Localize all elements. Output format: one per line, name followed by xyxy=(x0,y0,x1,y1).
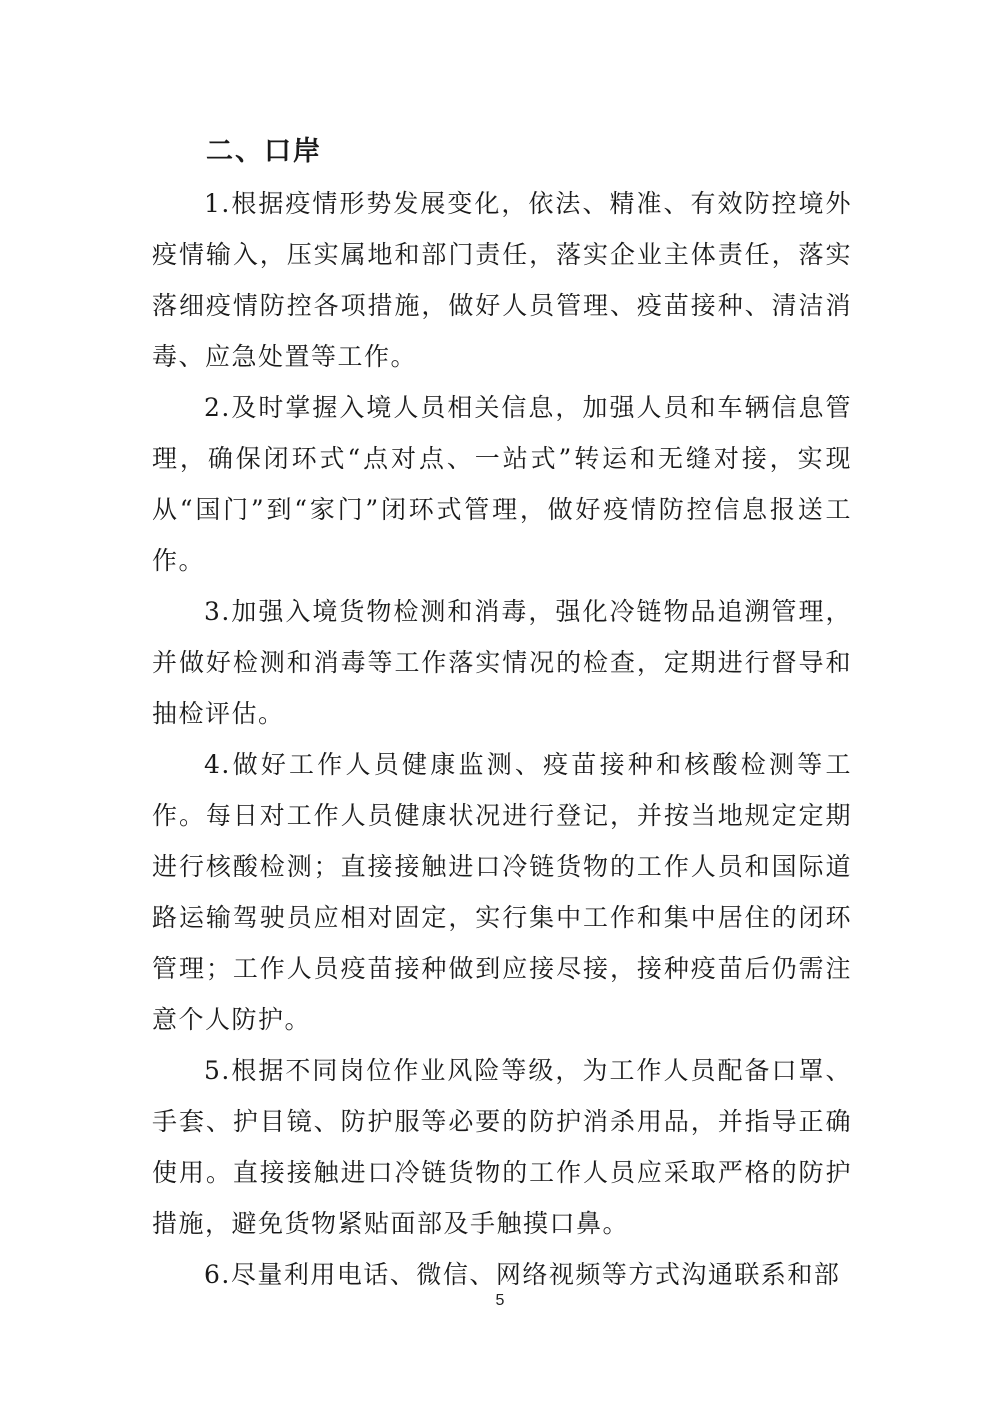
paragraph-1: 1.根据疫情形势发展变化，依法、精准、有效防控境外疫情输入，压实属地和部门责任，落实企业主体责任，落实落细疫情防控各项措施，做好人员管理、疫苗接种、清洁消毒、应急处置等工作。 xyxy=(152,189,852,371)
page-number: 5 xyxy=(495,1292,505,1309)
section-heading: 二、口岸 xyxy=(206,136,322,167)
paragraph-6: 6.尽量利用电话、微信、网络视频等方式沟通联系和部 xyxy=(204,1260,841,1289)
paragraph-3: 3.加强入境货物检测和消毒，强化冷链物品追溯管理，并做好检测和消毒等工作落实情况的检查，定期进行督导和抽检评估。 xyxy=(152,597,852,728)
paragraph-2: 2.及时掌握入境人员相关信息，加强人员和车辆信息管理，确保闭环式“点对点、一站式”转运和无缝对接，实现从“国门”到“家门”闭环式管理，做好疫情防控信息报送工作。 xyxy=(152,393,852,575)
paragraph-4: 4.做好工作人员健康监测、疫苗接种和核酸检测等工作。每日对工作人员健康状况进行登记，并按当地规定定期进行核酸检测；直接接触进口冷链货物的工作人员和国际道路运输驾驶员应相对固定，实行集中工作和集中居住的闭环管理；工作人员疫苗接种做到应接尽接，接种疫苗后仍需注意个人防护。 xyxy=(152,750,852,1034)
page-body xyxy=(152,126,852,1300)
paragraph-5: 5.根据不同岗位作业风险等级，为工作人员配备口罩、手套、护目镜、防护服等必要的防护消杀用品，并指导正确使用。直接接触进口冷链货物的工作人员应采取严格的防护措施，避免货物紧贴面部及手触摸口鼻。 xyxy=(152,1056,852,1238)
